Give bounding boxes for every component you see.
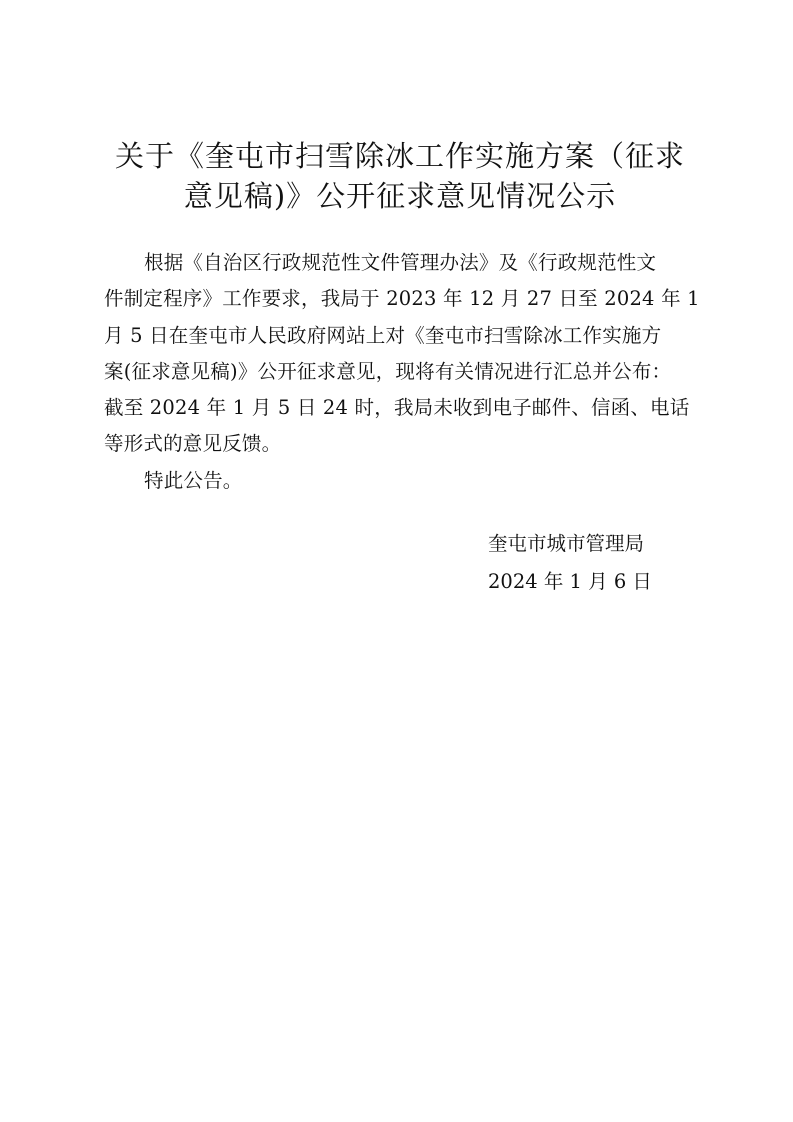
title-line-1: 关于《奎屯市扫雪除冰工作实施方案（征求 [114,139,685,173]
signature-date: 2024 年 1 月 6 日 [488,570,652,593]
paragraph-line: 根据《自治区行政规范性文件管理办法》及《行政规范性文 [144,251,657,274]
paragraph-line: 截至 2024 年 1 月 5 日 24 时，我局未收到电子邮件、信函、电话 [104,396,690,420]
paragraph-line: 件制定程序》工作要求，我局于 2023 年 12 月 27 日至 2024 年 1 [104,287,700,311]
paragraph-line: 案(征求意见稿)》公开征求意见，现将有关情况进行汇总并公布： [104,359,672,383]
closing-statement: 特此公告。 [144,468,243,492]
main-paragraph [104,245,704,463]
document-title [100,136,700,216]
signature-block [488,525,652,601]
title-line-2: 意见稿)》公开征求意见情况公示 [183,179,617,213]
document-body [104,245,704,499]
signature-organization: 奎屯市城市管理局 [488,532,645,555]
paragraph-line: 等形式的意见反馈。 [104,432,282,456]
paragraph-line: 月 5 日在奎屯市人民政府网站上对《奎屯市扫雪除冰工作实施方 [104,323,662,347]
